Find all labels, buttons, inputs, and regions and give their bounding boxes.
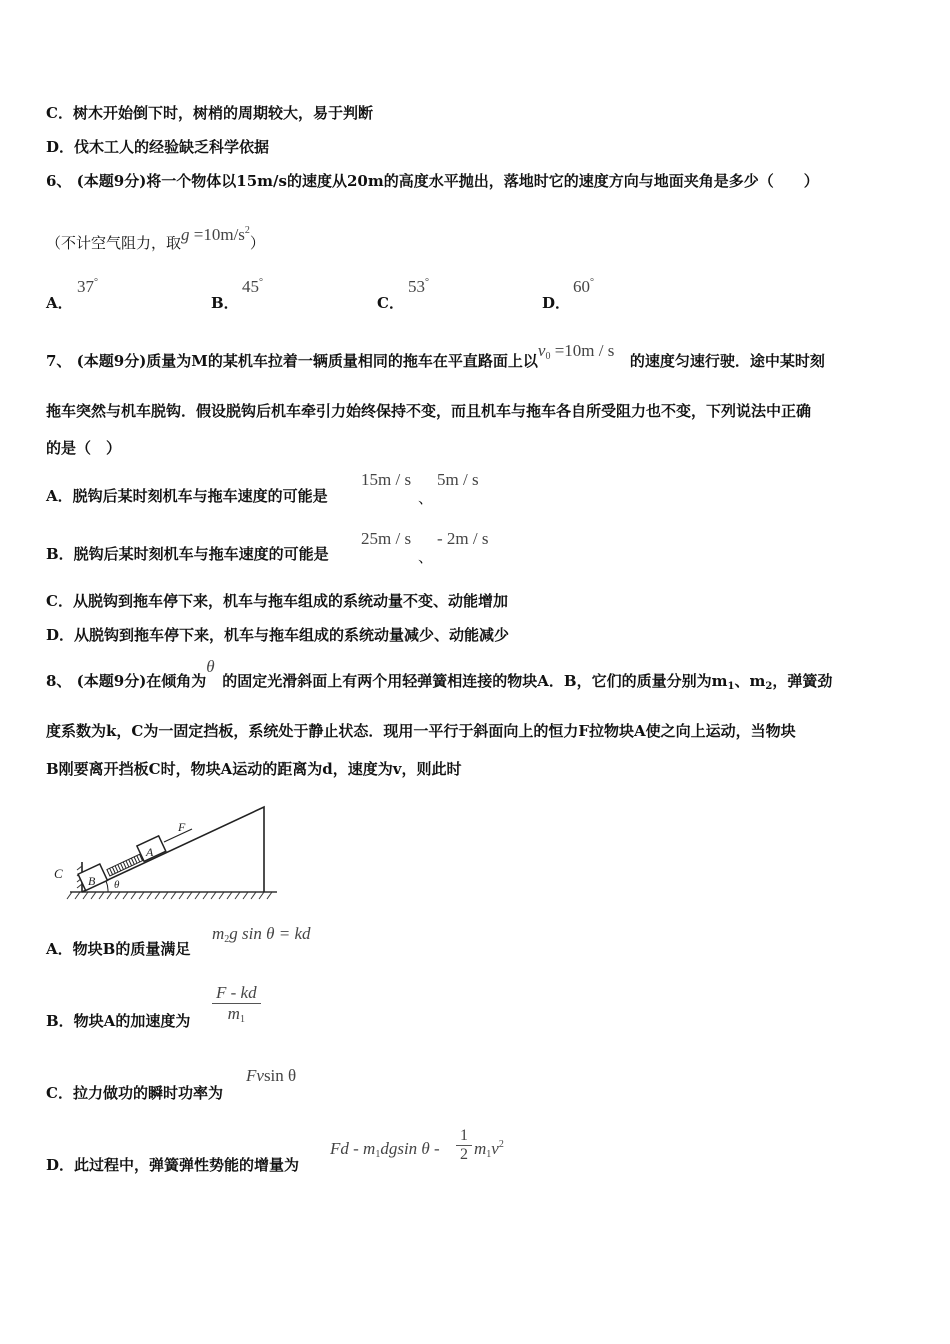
q6-option-d-value: 60° (573, 277, 594, 296)
label-f: F (178, 820, 186, 834)
q8-stem-line3: B刚要离开挡板C时，物块A运动的距离为d，速度为v，则此时 (46, 760, 462, 778)
q8-option-d-formula-a: Fd - $m_1dgsin$ θ - (330, 1139, 440, 1160)
q8-option-d-formula-c: $m_1v^2$ (474, 1139, 504, 1160)
q8-option-c: C．拉力做功的瞬时功率为 (46, 1084, 223, 1102)
q7-option-b: B．脱钩后某时刻机车与拖车速度的可能是 (46, 545, 329, 563)
q7-option-a-v2: 5m / s (437, 470, 479, 489)
q8-option-a-formula: $m_2g$ sin θ = kd (212, 924, 311, 945)
q7-stem-line1: 7、 (本题9分)质量为M的某机车拉着一辆质量相同的拖车在平直路面上以$v_0 =10m / s$的速度匀速行驶．途中某时刻 (46, 341, 825, 370)
angle-arc (106, 881, 108, 892)
q7-option-b-sep: 、 (418, 548, 434, 566)
q7-stem-line3: 的是（ ） (46, 439, 122, 457)
q8-option-b-fraction: F - kd $m_1$ (212, 983, 261, 1025)
incline-figure (52, 800, 282, 904)
ground-hatch (67, 892, 277, 899)
label-c: C (54, 866, 63, 881)
q6-option-c-label: C． (377, 294, 404, 312)
label-a: A (146, 845, 154, 859)
q6-note: （不计空气阻力，取$g =10m/s^2$） (46, 225, 265, 252)
q8-stem-line2: 度系数为k，C为一固定挡板，系统处于静止状态．现用一平行于斜面向上的恒力F拉物块A使之向上运动，当物块 (46, 722, 796, 740)
q8-option-b: B．物块A的加速度为 (46, 1012, 191, 1030)
q8-option-d-fraction: 1 2 (456, 1127, 472, 1164)
q8-option-c-formula: Fvsin θ (246, 1066, 297, 1085)
q6-stem: 6、 (本题9分)将一个物体以15m/s的速度从20m的高度水平抛出，落地时它的速度方向与地面夹角是多少（ ） (46, 172, 819, 190)
q7-stem-line2: 拖车突然与机车脱钩．假设脱钩后机车牵引力始终保持不变，而且机车与拖车各自所受阻力也不变，下列说法中正确 (46, 402, 812, 420)
q7-option-a-v1: 15m / s (361, 470, 412, 489)
q7-option-a: A．脱钩后某时刻机车与拖车速度的可能是 (46, 487, 328, 505)
q7-option-c: C．从脱钩到拖车停下来，机车与拖车组成的系统动量不变、动能增加 (46, 592, 508, 610)
q6-option-d-label: D． (542, 294, 571, 312)
label-theta: θ (114, 879, 120, 891)
q5-option-c: C．树木开始倒下时，树梢的周期较大，易于判断 (46, 104, 373, 122)
q6-option-a-value: 37° (77, 277, 98, 296)
incline-wedge (82, 807, 264, 892)
q7-option-a-sep: 、 (418, 489, 434, 507)
q8-option-a: A．物块B的质量满足 (46, 940, 191, 958)
q7-option-d: D．从脱钩到拖车停下来，机车与拖车组成的系统动量减少、动能减少 (46, 626, 510, 644)
q5-option-d: D．伐木工人的经验缺乏科学依据 (46, 138, 270, 156)
q7-option-b-v1: 25m / s (361, 529, 412, 548)
q6-option-b-value: 45° (242, 277, 263, 296)
q6-option-a-label: A． (46, 294, 73, 312)
q6-option-b-label: B． (211, 294, 239, 312)
label-b: B (88, 874, 96, 888)
q8-option-d: D．此过程中，弹簧弹性势能的增量为 (46, 1156, 300, 1174)
q7-option-b-v2: - 2m / s (437, 529, 489, 548)
q8-stem-line1: 8、 (本题9分)在倾角为θ的固定光滑斜面上有两个用轻弹簧相连接的物块A．B，它们的质量分别为$m_1$、$m_2$，弹簧劲 (46, 657, 833, 692)
q6-option-c-value: 53° (408, 277, 429, 296)
